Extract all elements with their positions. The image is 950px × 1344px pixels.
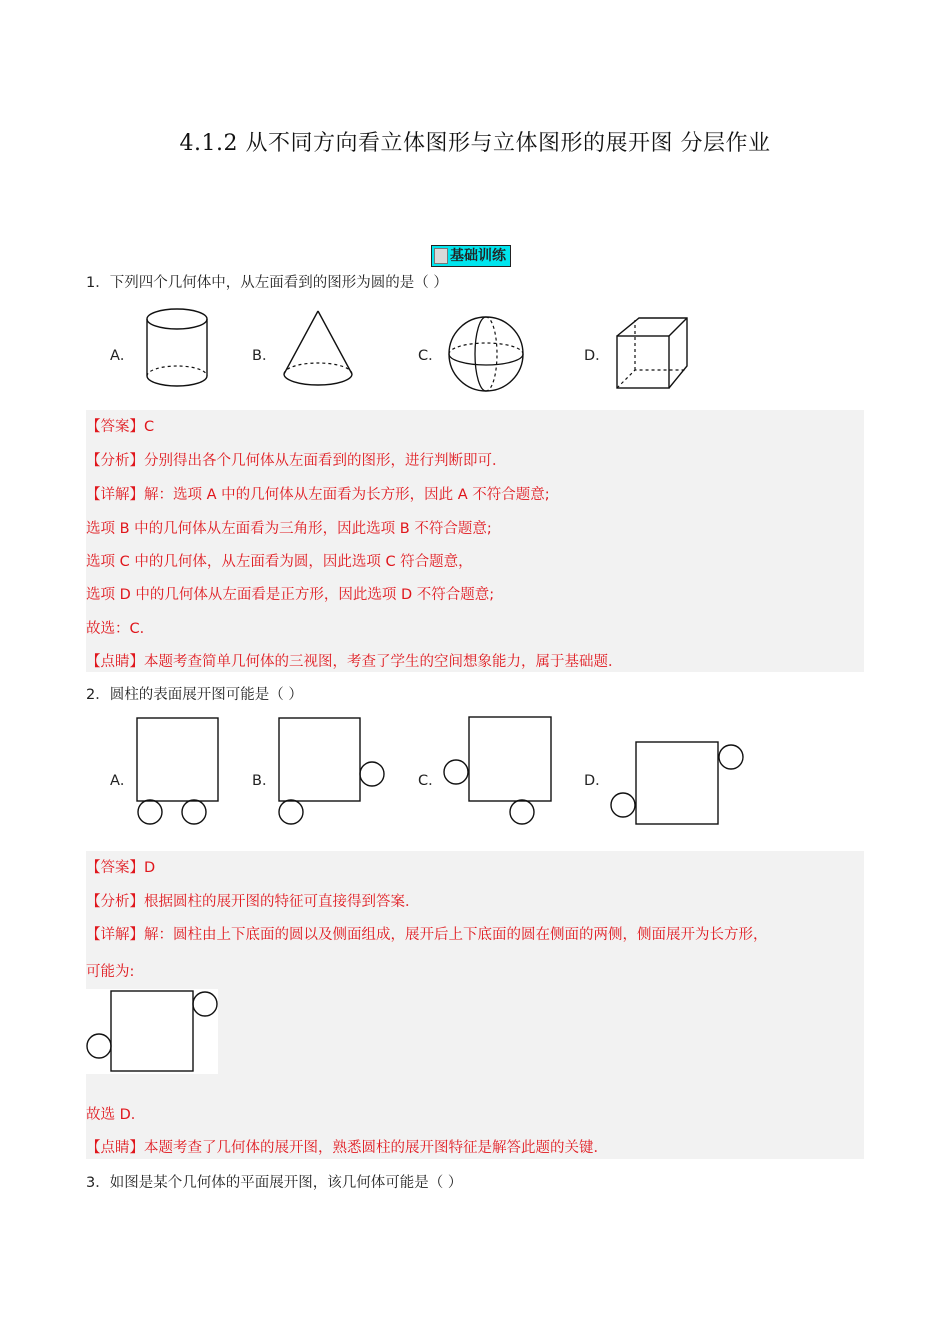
- q1-detail-line-2: 选项 B 中的几何体从左面看为三角形，因此选项 B 不符合题意;: [86, 521, 492, 537]
- q1-option-d-label: D．: [584, 348, 610, 364]
- analysis-text: 根据圆柱的展开图的特征可直接得到答案．: [144, 894, 420, 910]
- comment-text: 本题考查了几何体的展开图，熟悉圆柱的展开图特征是解答此题的关键．: [144, 1140, 608, 1156]
- detail-tag: 【详解】: [86, 487, 144, 503]
- q1-option-c-label: C．: [418, 348, 443, 364]
- q2-comment-line: [86, 1136, 608, 1157]
- question-1-stem: 1．下列四个几何体中，从左面看到的图形为圆的是（ ）: [86, 275, 448, 291]
- q2-answer-block: [86, 851, 864, 1159]
- net-answer-figure: [86, 989, 218, 1074]
- q1-answer-line: [86, 415, 154, 436]
- badge-box-icon: [434, 248, 448, 264]
- section-badge: [431, 245, 511, 267]
- q1-answer-block: [86, 410, 864, 672]
- answer-value: D: [144, 860, 156, 876]
- analysis-text: 分别得出各个几何体从左面看到的图形，进行判断即可．: [144, 453, 507, 469]
- q1-detail-line-5: 故选：C．: [86, 621, 155, 637]
- q1-comment-line: [86, 650, 623, 671]
- q2-option-a-label: A．: [110, 773, 135, 789]
- comment-tag: 【点睛】: [86, 1140, 144, 1156]
- question-2-stem: 2．圆柱的表面展开图可能是（ ）: [86, 687, 303, 703]
- question-3-stem: 3．如图是某个几何体的平面展开图，该几何体可能是（ ）: [86, 1175, 463, 1191]
- detail-tag: 【详解】: [86, 927, 144, 943]
- section-label: 基础训练: [450, 248, 506, 264]
- cone-figure: [280, 308, 358, 390]
- q1-detail-line-3: 选项 C 中的几何体，从左面看为圆，因此选项 C 符合题意，: [86, 554, 473, 570]
- q1-detail-line: [86, 483, 550, 504]
- q1-option-a-label: A．: [110, 348, 135, 364]
- q2-detail-line-2: 可能为:: [86, 964, 135, 980]
- answer-tag: 【答案】: [86, 860, 144, 876]
- q2-option-c-label: C．: [418, 773, 443, 789]
- q1-detail-line-4: 选项 D 中的几何体从左面看是正方形，因此选项 D 不符合题意;: [86, 587, 495, 603]
- net-option-a-figure: [132, 714, 224, 828]
- answer-value: C: [144, 419, 155, 435]
- analysis-tag: 【分析】: [86, 453, 144, 469]
- q2-analysis-line: [86, 890, 420, 911]
- q1-analysis-line: [86, 449, 507, 470]
- comment-text: 本题考查简单几何体的三视图，考查了学生的空间想象能力，属于基础题．: [144, 654, 623, 670]
- cube-figure: [612, 314, 692, 394]
- sphere-figure: [445, 314, 527, 394]
- page-title: 4.1.2 从不同方向看立体图形与立体图形的展开图 分层作业: [179, 131, 771, 156]
- q2-detail-line: [86, 923, 768, 944]
- comment-tag: 【点睛】: [86, 654, 144, 670]
- q1-option-b-label: B．: [252, 348, 277, 364]
- q2-option-b-label: B．: [252, 773, 277, 789]
- net-option-d-figure: [608, 740, 748, 828]
- answer-tag: 【答案】: [86, 419, 144, 435]
- net-option-b-figure: [273, 714, 388, 828]
- detail-text: 解：选项 A 中的几何体从左面看为长方形，因此 A 不符合题意;: [144, 487, 550, 503]
- q2-option-d-label: D．: [584, 773, 610, 789]
- q2-answer-line: [86, 856, 155, 877]
- cylinder-figure: [140, 305, 215, 390]
- detail-text: 解：圆柱由上下底面的圆以及侧面组成，展开后上下底面的圆在侧面的两侧，侧面展开为长方形，: [144, 927, 768, 943]
- analysis-tag: 【分析】: [86, 894, 144, 910]
- net-option-c-figure: [442, 714, 557, 828]
- q2-detail-line-3: 故选 D．: [86, 1107, 146, 1123]
